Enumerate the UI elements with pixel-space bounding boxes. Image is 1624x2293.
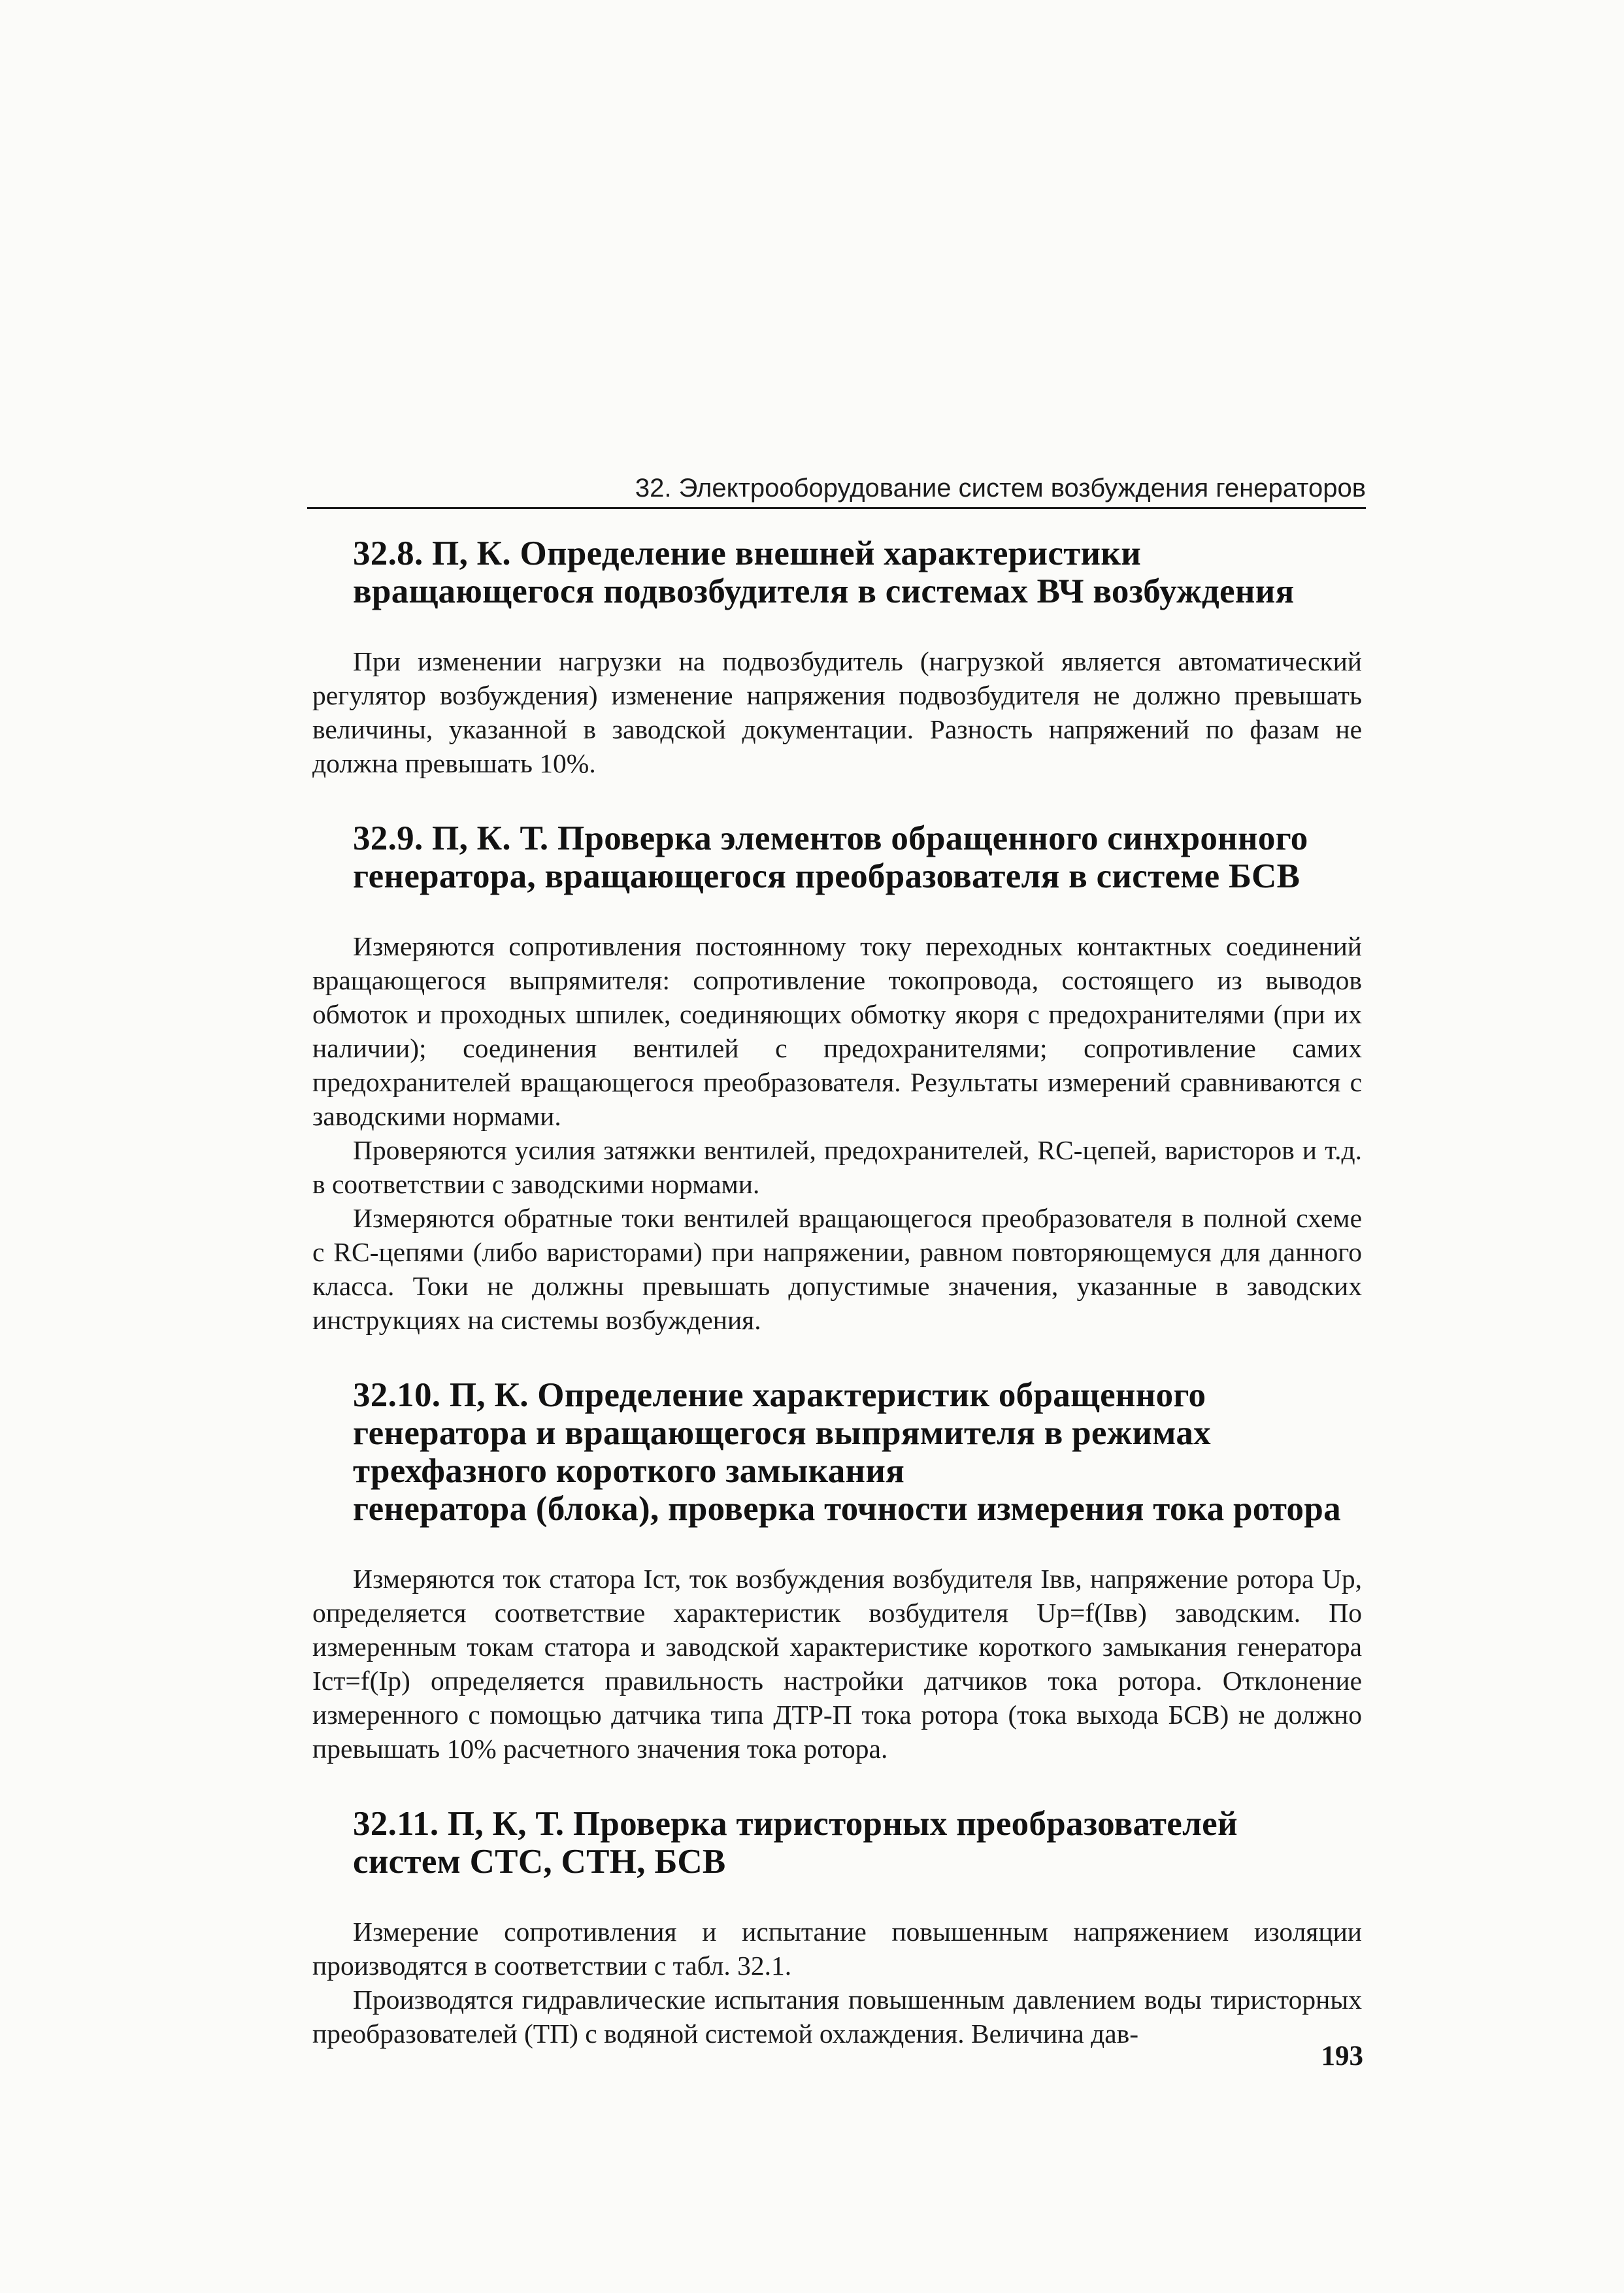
section-heading [353,1376,1362,1528]
section-32-10 [312,1376,1362,1766]
paragraph: Измеряются обратные токи вентилей вращающегося преобразователя в полной схеме с RC-цепями (либо варисторами) при напряжении, равном повторяющемуся для данного класса. Токи не должны превышать допустимые значения, указанные в заводских инструкциях на системы возбуждения. [312,1203,1362,1335]
heading-line: генератора (блока), проверка точности измерения тока ротора [353,1490,1341,1528]
heading-line: 32.8. П, К. Определение внешней характеристики [353,535,1142,572]
paragraph: При изменении нагрузки на подвозбудитель (нагрузкой является автоматический регулятор возбуждения) изменение напряжения подвозбудителя не должно превышать величины, указанной в заводской документации. Разность напряжений по фазам не должна превышать 10%. [312,646,1362,778]
heading-line: 32.11. П, К, Т. Проверка тиристорных преобразователей [353,1805,1238,1843]
heading-line: вращающегося подвозбудителя в системах ВЧ возбуждения [353,572,1295,610]
section-heading [353,535,1362,610]
section-heading [353,819,1362,895]
section-heading [353,1805,1362,1881]
paragraph: Измеряются ток статора Iст, ток возбуждения возбудителя Iвв, напряжение ротора Uр, определяется соответствие характеристик возбудителя Uр=f(Iвв) заводским. По измеренным токам статора и заводской характеристике короткого замыкания генератора Iст=f(Iр) определяется правильность настройки датчиков тока ротора. Отклонение измеренного с помощью датчика типа ДТР-П тока ротора (тока выхода БСВ) не должно превышать 10% расчетного значения тока ротора. [312,1564,1362,1764]
heading-line: генератора, вращающегося преобразователя в системе БСВ [353,857,1301,895]
heading-line: систем СТС, СТН, БСВ [353,1843,726,1881]
section-32-9 [312,819,1362,1337]
heading-line: 32.10. П, К. Определение характеристик обращенного [353,1376,1206,1414]
heading-line: трехфазного короткого замыкания [353,1452,905,1490]
heading-line: генератора и вращающегося выпрямителя в режимах [353,1414,1211,1452]
paragraph: Измеряются сопротивления постоянному току переходных контактных соединений вращающегося выпрямителя: сопротивление токопровода, состоящего из выводов обмоток и проходных шпилек, соединяющих обмотку якоря с предохранителями (при их наличии); соединения вентилей с предохранителями; сопротивление самих предохранителей вращающегося преобразователя. Результаты измерений сравниваются с заводскими нормами. [312,931,1362,1131]
section-32-8 [312,535,1362,780]
paragraph: Измерение сопротивления и испытание повышенным напряжением изоляции производятся в соответствии с табл. 32.1. [312,1917,1362,1981]
running-head: 32. Электрооборудование систем возбуждения генераторов [307,472,1366,509]
section-32-11 [312,1805,1362,2051]
paragraph: Проверяются усилия затяжки вентилей, предохранителей, RC-цепей, варисторов и т.д. в соответствии с заводскими нормами. [312,1135,1362,1199]
page-number: 193 [1321,2041,1363,2071]
heading-line: 32.9. П, К. Т. Проверка элементов обращенного синхронного [353,819,1308,857]
page-content [312,535,1362,2090]
paragraph: Производятся гидравлические испытания повышенным давлением воды тиристорных преобразователей (ТП) с водяной системой охлаждения. Величина дав- [312,1985,1362,2049]
